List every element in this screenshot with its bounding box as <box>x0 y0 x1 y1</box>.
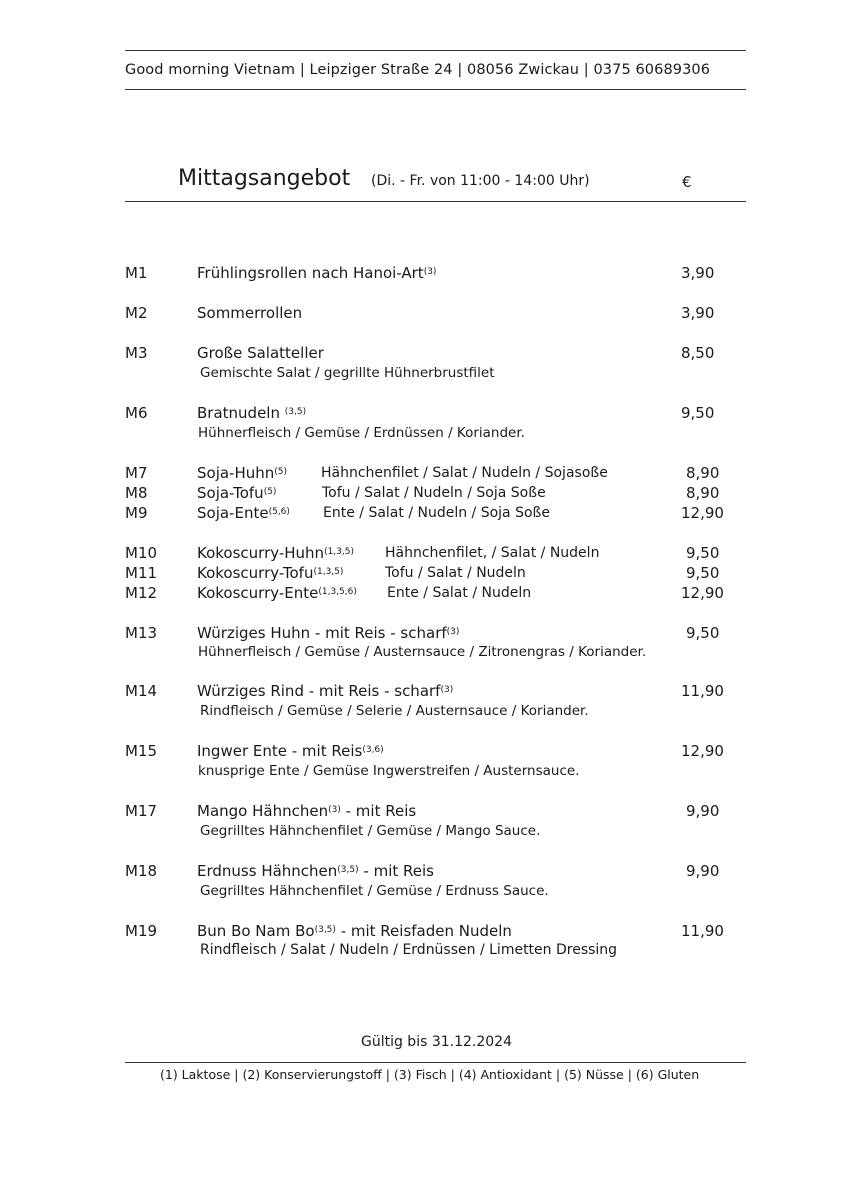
footer-rule <box>125 1062 746 1063</box>
item-name: Ingwer Ente - mit Reis$^{(3,6)}$ <box>197 742 384 760</box>
item-name: Frühlingsrollen nach Hanoi-Art$^{(3)}$ <box>197 264 437 282</box>
item-price: 3,90 <box>681 264 715 282</box>
allergen-legend: (1) Laktose | (2) Konservierungstoff | (3) Fisch | (4) Antioxidant | (5) Nüsse | (6) Gluten <box>160 1067 700 1082</box>
item-price: 8,90 <box>686 464 720 482</box>
allergen-marker: (3) <box>328 805 341 815</box>
item-price: 9,90 <box>686 862 720 880</box>
item-price: 11,90 <box>681 682 724 700</box>
header-bottom-rule <box>125 89 746 90</box>
item-description: Rindfleisch / Gemüse / Selerie / Austernsauce / Koriander. <box>200 703 589 719</box>
menu-title: Mittagsangebot <box>178 166 351 191</box>
item-price: 9,50 <box>686 544 720 562</box>
item-code: M12 <box>125 584 158 602</box>
item-name: Sommerrollen <box>197 304 303 322</box>
item-code: M14 <box>125 682 158 700</box>
item-code: M1 <box>125 264 148 282</box>
item-code: M17 <box>125 802 158 820</box>
item-name: Soja-Huhn$^{(5)}$ <box>197 464 288 482</box>
allergen-marker: (1,3,5,6) <box>318 587 357 597</box>
item-description: Hähnchenfilet / Salat / Nudeln / Sojasoße <box>321 465 608 481</box>
item-price: 9,50 <box>686 624 720 642</box>
item-description: Gegrilltes Hähnchenfilet / Gemüse / Erdnuss Sauce. <box>200 883 549 899</box>
allergen-marker: (3,6) <box>362 745 384 755</box>
item-price: 12,90 <box>681 504 724 522</box>
item-name: Kokoscurry-Tofu$^{(1,3,5)}$ <box>197 564 344 582</box>
item-description: knusprige Ente / Gemüse Ingwerstreifen / Austernsauce. <box>198 763 580 779</box>
item-code: M13 <box>125 624 158 642</box>
item-name: Mango Hähnchen$^{(3)}$ - mit Reis <box>197 802 417 820</box>
item-name: Soja-Ente$^{(5,6)}$ <box>197 504 290 522</box>
item-name: Würziges Rind - mit Reis - scharf$^{(3)}$ <box>197 682 454 700</box>
header-top-rule <box>125 50 746 51</box>
allergen-marker: (3) <box>440 685 454 695</box>
item-code: M6 <box>125 404 148 422</box>
allergen-marker: (3,5) <box>337 865 359 875</box>
allergen-marker: (5) <box>274 467 288 477</box>
item-code: M7 <box>125 464 148 482</box>
validity-note: Gültig bis 31.12.2024 <box>360 1034 512 1050</box>
item-code: M2 <box>125 304 148 322</box>
allergen-marker: (5,6) <box>268 507 290 517</box>
item-description: Ente / Salat / Nudeln <box>387 585 532 601</box>
item-name: Große Salatteller <box>197 344 324 362</box>
title-row <box>0 166 848 196</box>
item-code: M9 <box>125 504 148 522</box>
item-price: 9,50 <box>686 564 720 582</box>
item-code: M18 <box>125 862 158 880</box>
restaurant-info: Good morning Vietnam | Leipziger Straße 24 | 08056 Zwickau | 0375 60689306 <box>125 62 711 78</box>
item-price: 3,90 <box>681 304 715 322</box>
item-name: Kokoscurry-Ente$^{(1,3,5,6)}$ <box>197 584 357 602</box>
item-code: M15 <box>125 742 158 760</box>
allergen-marker: (1,3,5) <box>324 547 354 557</box>
item-description: Tofu / Salat / Nudeln <box>385 565 526 581</box>
item-description: Hähnchenfilet, / Salat / Nudeln <box>385 545 600 561</box>
item-code: M11 <box>125 564 158 582</box>
item-name: Bun Bo Nam Bo$^{(3,5)}$ - mit Reisfaden Nudeln <box>197 922 512 940</box>
item-description: Hühnerfleisch / Gemüse / Austernsauce / Zitronengras / Koriander. <box>198 644 647 660</box>
item-code: M3 <box>125 344 148 362</box>
allergen-marker: (3,5) <box>314 925 336 935</box>
item-description: Gegrilltes Hähnchenfilet / Gemüse / Mango Sauce. <box>200 823 541 839</box>
item-description: Ente / Salat / Nudeln / Soja Soße <box>323 505 550 521</box>
allergen-marker: (1,3,5) <box>313 567 344 577</box>
item-price: 9,90 <box>686 802 720 820</box>
item-name: Erdnuss Hähnchen$^{(3,5)}$ - mit Reis <box>197 862 434 880</box>
serving-hours: (Di. - Fr. von 11:00 - 14:00 Uhr) <box>371 173 590 189</box>
item-description: Rindfleisch / Salat / Nudeln / Erdnüssen / Limetten Dressing <box>200 942 618 958</box>
allergen-marker: (3) <box>423 267 437 277</box>
item-description: Tofu / Salat / Nudeln / Soja Soße <box>322 485 546 501</box>
item-description: Hühnerfleisch / Gemüse / Erdnüssen / Koriander. <box>198 425 525 441</box>
item-name: Würziges Huhn - mit Reis - scharf$^{(3)}$ <box>197 624 460 642</box>
item-price: 12,90 <box>681 584 724 602</box>
allergen-marker: (5) <box>263 487 277 497</box>
item-price: 11,90 <box>681 922 724 940</box>
item-description: Gemischte Salat / gegrillte Hühnerbrustfilet <box>200 365 495 381</box>
allergen-marker: (3) <box>446 627 460 637</box>
item-code: M10 <box>125 544 158 562</box>
item-name: Soja-Tofu$^{(5)}$ <box>197 484 277 502</box>
title-rule <box>125 201 746 202</box>
allergen-marker: (3,5) <box>284 407 307 417</box>
item-code: M19 <box>125 922 158 940</box>
item-price: 9,50 <box>681 404 715 422</box>
item-name: Bratnudeln $^{(3,5)}$ <box>197 404 307 422</box>
item-price: 12,90 <box>681 742 724 760</box>
item-code: M8 <box>125 484 148 502</box>
currency-symbol: € <box>682 173 692 191</box>
item-name: Kokoscurry-Huhn$^{(1,3,5)}$ <box>197 544 354 562</box>
item-price: 8,50 <box>681 344 715 362</box>
item-price: 8,90 <box>686 484 720 502</box>
